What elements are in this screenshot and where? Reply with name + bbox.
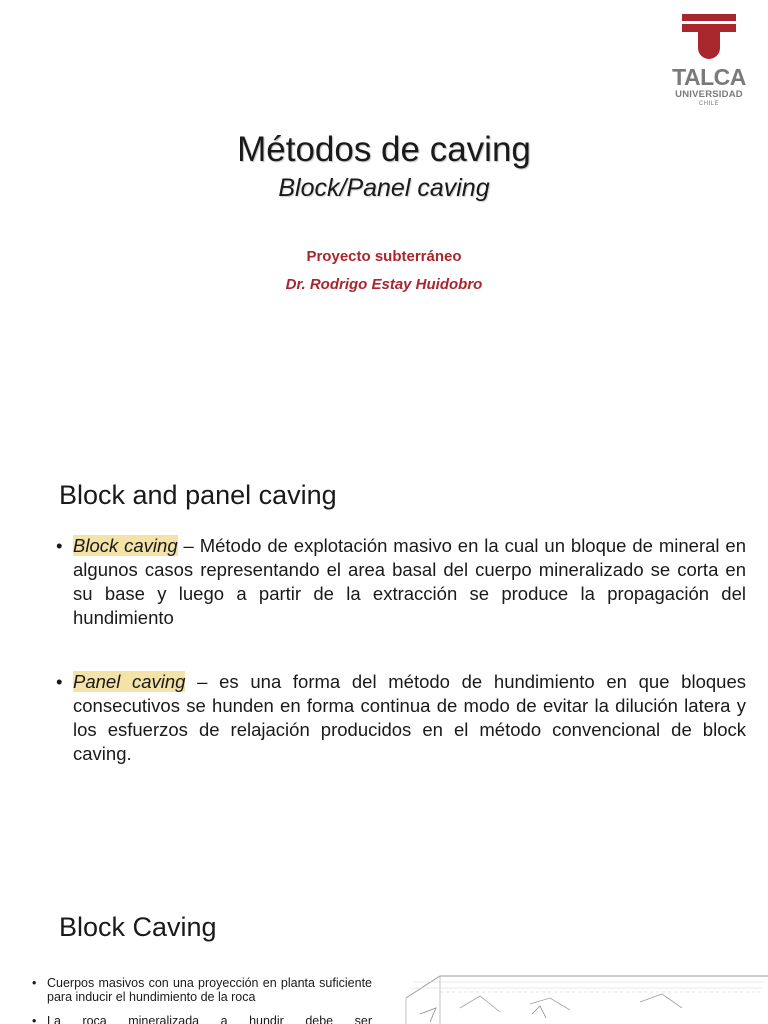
slide-heading: Block and panel caving — [59, 480, 337, 510]
bullet-dot-icon: • — [32, 1014, 37, 1024]
term-highlight: Block caving — [73, 535, 178, 556]
bullet-text: – es una forma del método de hundimiento en que bloques consecutivos se hunden en forma continua de modo de evitar la dilución latera y los esfuerzos de relajación producidos en el método convencional de block caving. — [73, 671, 746, 764]
slide-title — [0, 0, 768, 436]
logo-country: CHILE — [698, 101, 720, 107]
term-highlight: Panel caving — [73, 671, 186, 692]
bullet-dot-icon: • — [56, 535, 63, 556]
university-logo — [668, 12, 750, 112]
bullet-text: Cuerpos masivos con una proyección en planta suficiente para inducir el hundimiento de la roca — [47, 976, 372, 1004]
logo-name: TALCA — [672, 64, 746, 90]
course-name: Proyecto subterráneo — [306, 248, 462, 265]
list-item — [32, 1014, 372, 1024]
slide-heading: Block Caving — [59, 912, 217, 942]
author-name: Dr. Rodrigo Estay Huidobro — [285, 276, 483, 293]
slide-block-caving — [0, 868, 768, 1024]
list-item — [32, 976, 372, 1004]
bullet-text: La roca mineralizada a hundir debe ser — [47, 1014, 372, 1024]
bullet-text: – Método de explotación masivo en la cual un bloque de mineral en algunos casos representando el area basal del cuerpo mineralizado se corta en su base y luego a partir de la extracción se produce la propagación del hundimiento — [73, 535, 746, 628]
bullet-panel-caving — [56, 670, 746, 766]
logo-subtitle: UNIVERSIDAD — [675, 89, 743, 100]
slide-definitions — [0, 436, 768, 868]
bullet-dot-icon: • — [56, 671, 63, 692]
block-caving-diagram — [400, 968, 768, 1024]
slide-title-heading: Métodos de caving — [237, 130, 531, 169]
bullet-block-caving — [56, 534, 746, 630]
bullet-dot-icon: • — [32, 976, 37, 990]
slide-subtitle: Block/Panel caving — [278, 174, 490, 202]
talca-logo-icon — [682, 14, 736, 64]
